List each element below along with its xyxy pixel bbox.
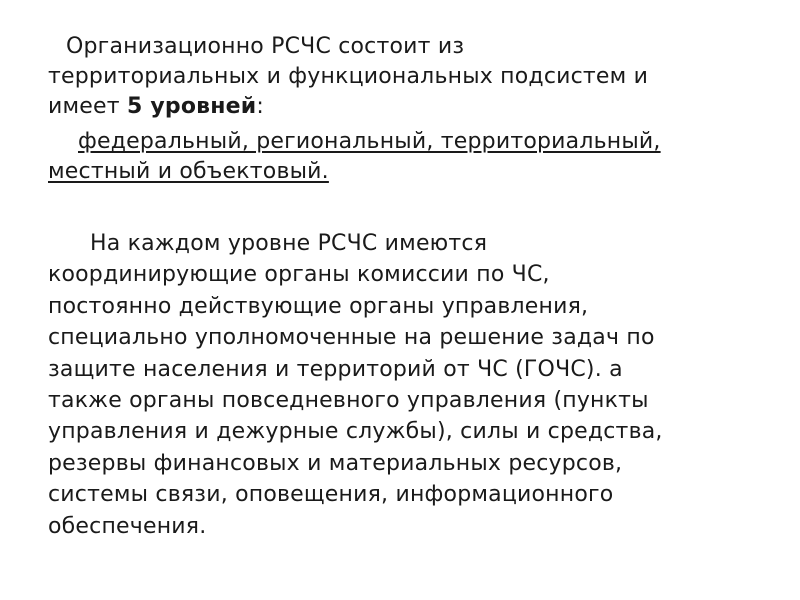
bodies-line-7: управления и дежурные службы), силы и средства, — [48, 419, 663, 445]
bodies-line-4: специально уполномоченные на решение задач по — [48, 325, 655, 351]
bodies-line-3: постоянно действующие органы управления, — [48, 293, 589, 319]
intro-line-3-prefix: имеет — [48, 94, 127, 119]
levels-line-2: местный и объектовый. — [48, 159, 329, 184]
bodies-line-10: обеспечения. — [48, 513, 207, 539]
bodies-line-6: также органы повседневного управления (пункты — [48, 388, 649, 414]
bodies-line-8: резервы финансовых и материальных ресурсов, — [48, 450, 623, 476]
bodies-line-5: защите населения и территорий от ЧС (ГОЧС). а — [48, 356, 623, 382]
intro-line-2: территориальных и функциональных подсистем и — [48, 64, 649, 89]
levels-list-paragraph — [48, 127, 778, 187]
bodies-line-2: координирующие органы комиссии по ЧС, — [48, 262, 550, 288]
bodies-line-1: На каждом уровне РСЧС имеются — [90, 231, 488, 256]
bodies-line-9: системы связи, оповещения, информационного — [48, 482, 614, 508]
levels-line-1: федеральный, региональный, территориальный, — [78, 129, 661, 154]
intro-line-1: Организационно РСЧС состоит из — [66, 34, 465, 59]
intro-paragraph — [48, 32, 778, 122]
bodies-paragraph — [48, 228, 778, 542]
intro-line-3-suffix: : — [256, 94, 265, 119]
levels-count: 5 уровней — [126, 94, 257, 119]
